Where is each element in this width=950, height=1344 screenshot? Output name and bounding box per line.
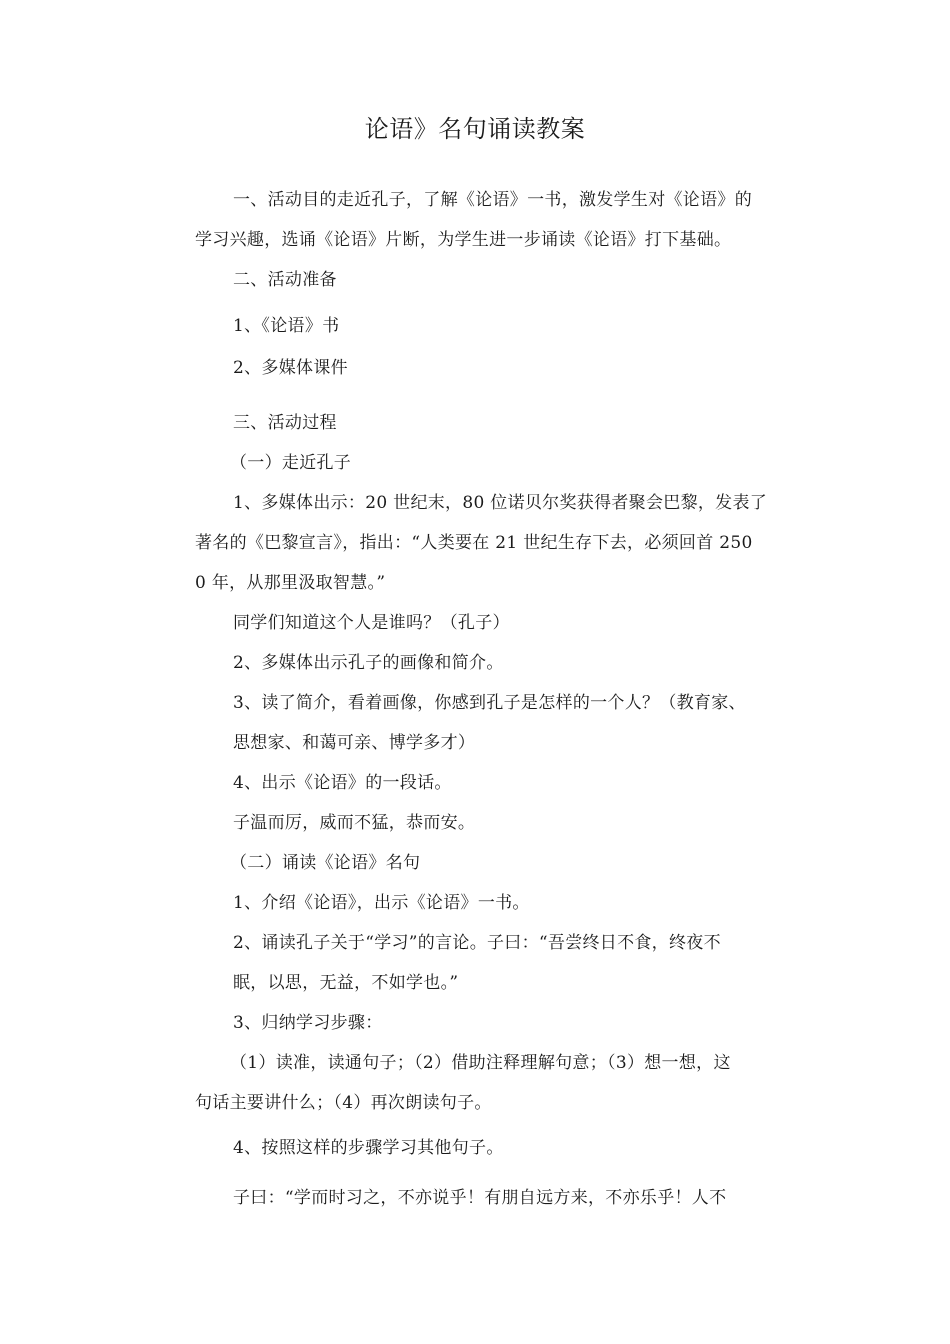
paragraph-line: 0 年，从那里汲取智慧。” [195,573,386,593]
paragraph-line: 3、读了简介，看着画像，你感到孔子是怎样的一个人？（教育家、 [233,693,746,713]
paragraph-line: 2、多媒体出示孔子的画像和简介。 [233,653,504,673]
paragraph-line: 2、诵读孔子关于“学习”的言论。子曰：“吾尝终日不食，终夜不 [233,933,721,953]
paragraph-line: （二）诵读《论语》名句 [230,853,421,873]
paragraph-line: 同学们知道这个人是谁吗？（孔子） [233,613,510,633]
paragraph-line: 一、活动目的走近孔子，了解《论语》一书，激发学生对《论语》的 [233,190,752,210]
paragraph-line: （1）读准，读通句子；（2）借助注释理解句意；（3）想一想，这 [230,1053,731,1073]
paragraph-line: 1、《论语》书 [233,316,340,336]
paragraph-line: 句话主要讲什么；（4）再次朗读句子。 [195,1093,492,1113]
paragraph-line: 子温而厉，威而不猛，恭而安。 [233,813,476,833]
paragraph-line: 4、按照这样的步骤学习其他句子。 [233,1138,504,1158]
paragraph-line: 子曰：“学而时习之，不亦说乎！有朋自远方来，不亦乐乎！人不 [233,1188,727,1208]
document-title: 论语》名句诵读教案 [364,115,586,143]
paragraph-line: 学习兴趣，选诵《论语》片断，为学生进一步诵读《论语》打下基础。 [195,230,732,250]
paragraph-line: 4、出示《论语》的一段话。 [233,773,452,793]
paragraph-line: 三、活动过程 [233,413,337,433]
paragraph-line: 二、活动准备 [233,270,337,290]
paragraph-line: 3、归纳学习步骤： [233,1013,383,1033]
paragraph-line: 1、多媒体出示：20 世纪末，80 位诺贝尔奖获得者聚会巴黎，发表了 [233,493,768,513]
paragraph-line: 思想家、和蔼可亲、博学多才） [233,733,476,753]
paragraph-line: 1、介绍《论语》，出示《论语》一书。 [233,893,530,913]
paragraph-line: 2、多媒体课件 [233,358,348,378]
paragraph-line: 著名的《巴黎宣言》，指出：“人类要在 21 世纪生存下去，必须回首 250 [195,533,753,553]
paragraph-line: （一）走近孔子 [230,453,352,473]
paragraph-line: 眠，以思，无益，不如学也。” [233,973,459,993]
